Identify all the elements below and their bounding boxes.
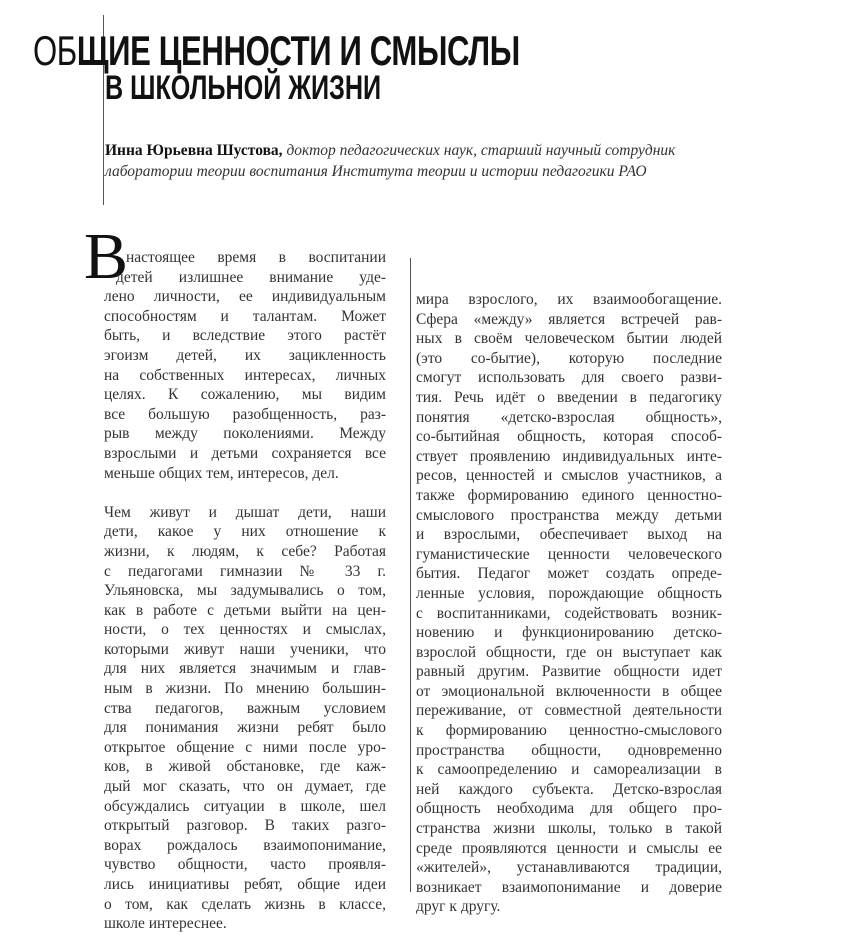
text-line: открытое общение с ними после уро- [104, 738, 386, 756]
text-line: способностям и талантам. Может [104, 307, 386, 325]
text-line: и взрослыми, обеспечивает выход на [416, 526, 722, 544]
text-line: меньше общих тем, интересов, дел. [104, 464, 339, 482]
text-line: для них является значимым и глав- [104, 660, 386, 678]
text-line: открытый разговор. В таких разго- [104, 817, 386, 835]
text-line: пространства общности, одновременно [416, 741, 722, 759]
text-line: как в работе с детьми выйти на цен- [104, 601, 386, 619]
text-line: мира взрослого, их взаимообогащение. [416, 291, 722, 308]
title-rest: ЩИЕ ЦЕННОСТИ И СМЫСЛЫ [76, 27, 520, 74]
text-line: понятия «детско-взрослая общность», [416, 408, 722, 426]
text-line: со-бытийная общность, которая способ- [416, 428, 722, 446]
text-line: школе интереснее. [104, 915, 227, 933]
text-line: жизни, к людям, к себе? Работая [104, 542, 386, 560]
text-line: на собственных интересах, личных [104, 366, 386, 384]
text-line: взрослыми и детьми сохраняется все [104, 444, 386, 462]
text-line: гуманистические ценности человеческого [416, 545, 722, 563]
text-line: о том, как сделать жизнь в классе, [104, 895, 386, 913]
text-line: ства педагогов, важным условием [104, 699, 386, 717]
paragraph-1 [104, 248, 386, 483]
text-line: целях. К сожалению, мы видим [104, 386, 386, 404]
text-line: новению и функционированию детско- [416, 624, 722, 642]
text-line: обсуждались ситуации в школе, шел [104, 797, 386, 815]
paragraph-2 [104, 503, 386, 934]
text-line: смогут использовать для своего разви- [416, 369, 722, 387]
author-block [105, 140, 725, 182]
text-line: все большую разобщенность, раз- [104, 405, 386, 423]
text-line: настоящее время в воспитании [126, 249, 386, 266]
author-name: Инна Юрьевна Шустова, [105, 142, 283, 159]
text-line: лись инициативы ребят, общие идеи [104, 876, 386, 893]
text-line: ствует проявлению индивидуальных инте- [416, 447, 722, 465]
text-line: рыв между поколениями. Между [104, 425, 386, 443]
text-line: дети, какое у них отношение к [104, 523, 386, 541]
text-line: ленные условия, порождающие общность [416, 584, 722, 602]
text-line: «жителей», устанавливаются традиции, [416, 859, 722, 877]
text-line: ворах рождалось взаимопонимание, [104, 836, 386, 854]
text-line: бытия. Педагог может создать опреде- [416, 565, 722, 583]
text-line: друг к другу. [416, 898, 501, 916]
text-line: смыслового пространства между детьми [416, 506, 722, 524]
page-title [33, 27, 520, 74]
text-line: ней каждого субъекта. Детско-взрослая [416, 780, 722, 798]
text-line: Сфера «между» является встречей рав- [416, 310, 722, 328]
text-line: эгоизм детей, их зацикленность [104, 346, 386, 364]
text-line: ков, в живой обстановке, где каж- [104, 758, 386, 776]
text-line: дый мог сказать, что он думает, где [104, 778, 386, 796]
author-role: доктор педагогических наук, старший научный сотрудник лаборатории теории воспитания Института теории и истории педагогики РАО [105, 142, 676, 180]
text-line: лено личности, ее индивидуальным [104, 288, 386, 306]
text-line: (это со-бытие), которую последние [416, 349, 722, 367]
text-line: к самоопределению и самореализации в [416, 761, 722, 779]
text-line: к формированию ценностно-смыслового [416, 722, 722, 740]
drop-cap: В [84, 220, 129, 293]
text-line: которыми живут наши ученики, что [104, 640, 386, 658]
text-line: детей излишнее внимание уде- [116, 268, 386, 286]
text-line: ности, о тех ценностях и смыслах, [104, 621, 386, 639]
text-line: чувство общности, часто проявля- [104, 856, 386, 874]
paragraph-3 [416, 290, 722, 917]
text-line: с педагогами гимназии № 33 г. [104, 562, 386, 580]
right-column [416, 290, 722, 917]
page-subtitle: В ШКОЛЬНОЙ ЖИЗНИ [105, 69, 382, 107]
text-line: Чем живут и дышат дети, наши [104, 503, 386, 521]
column-divider [410, 258, 411, 892]
text-line: взрослой общности, где он выступает как [416, 643, 722, 661]
text-line: странства жизни школы, только в такой [416, 820, 722, 838]
text-line: переживание, от совместной деятельности [416, 702, 722, 720]
text-line: ресов, ценностей и смыслов участников, а [416, 467, 722, 485]
left-column [104, 248, 386, 934]
text-line: с воспитанниками, содействовать возник- [416, 604, 722, 622]
title-first-letters: ОБ [33, 27, 77, 74]
text-line: общность необходима для общего про- [416, 800, 722, 818]
text-line: среде проявляются ценности и смыслы ее [416, 839, 722, 857]
text-line: ным в жизни. По мнению большин- [104, 680, 386, 698]
text-line: от эмоциональной включенности в общее [416, 682, 722, 700]
text-line: быть, и вследствие этого растёт [104, 327, 386, 345]
text-line: Ульяновска, мы задумывались о том, [104, 582, 386, 600]
text-line: ных в своём человеческом бытии людей [416, 330, 722, 348]
text-line: равный другим. Развитие общности идет [416, 663, 722, 681]
text-line: тия. Речь идёт о введении в педагогику [416, 388, 722, 406]
text-line: для понимания жизни ребят было [104, 719, 386, 737]
text-line: также формированию единого ценностно- [416, 486, 722, 504]
text-line: возникает взаимопонимание и доверие [416, 878, 722, 896]
